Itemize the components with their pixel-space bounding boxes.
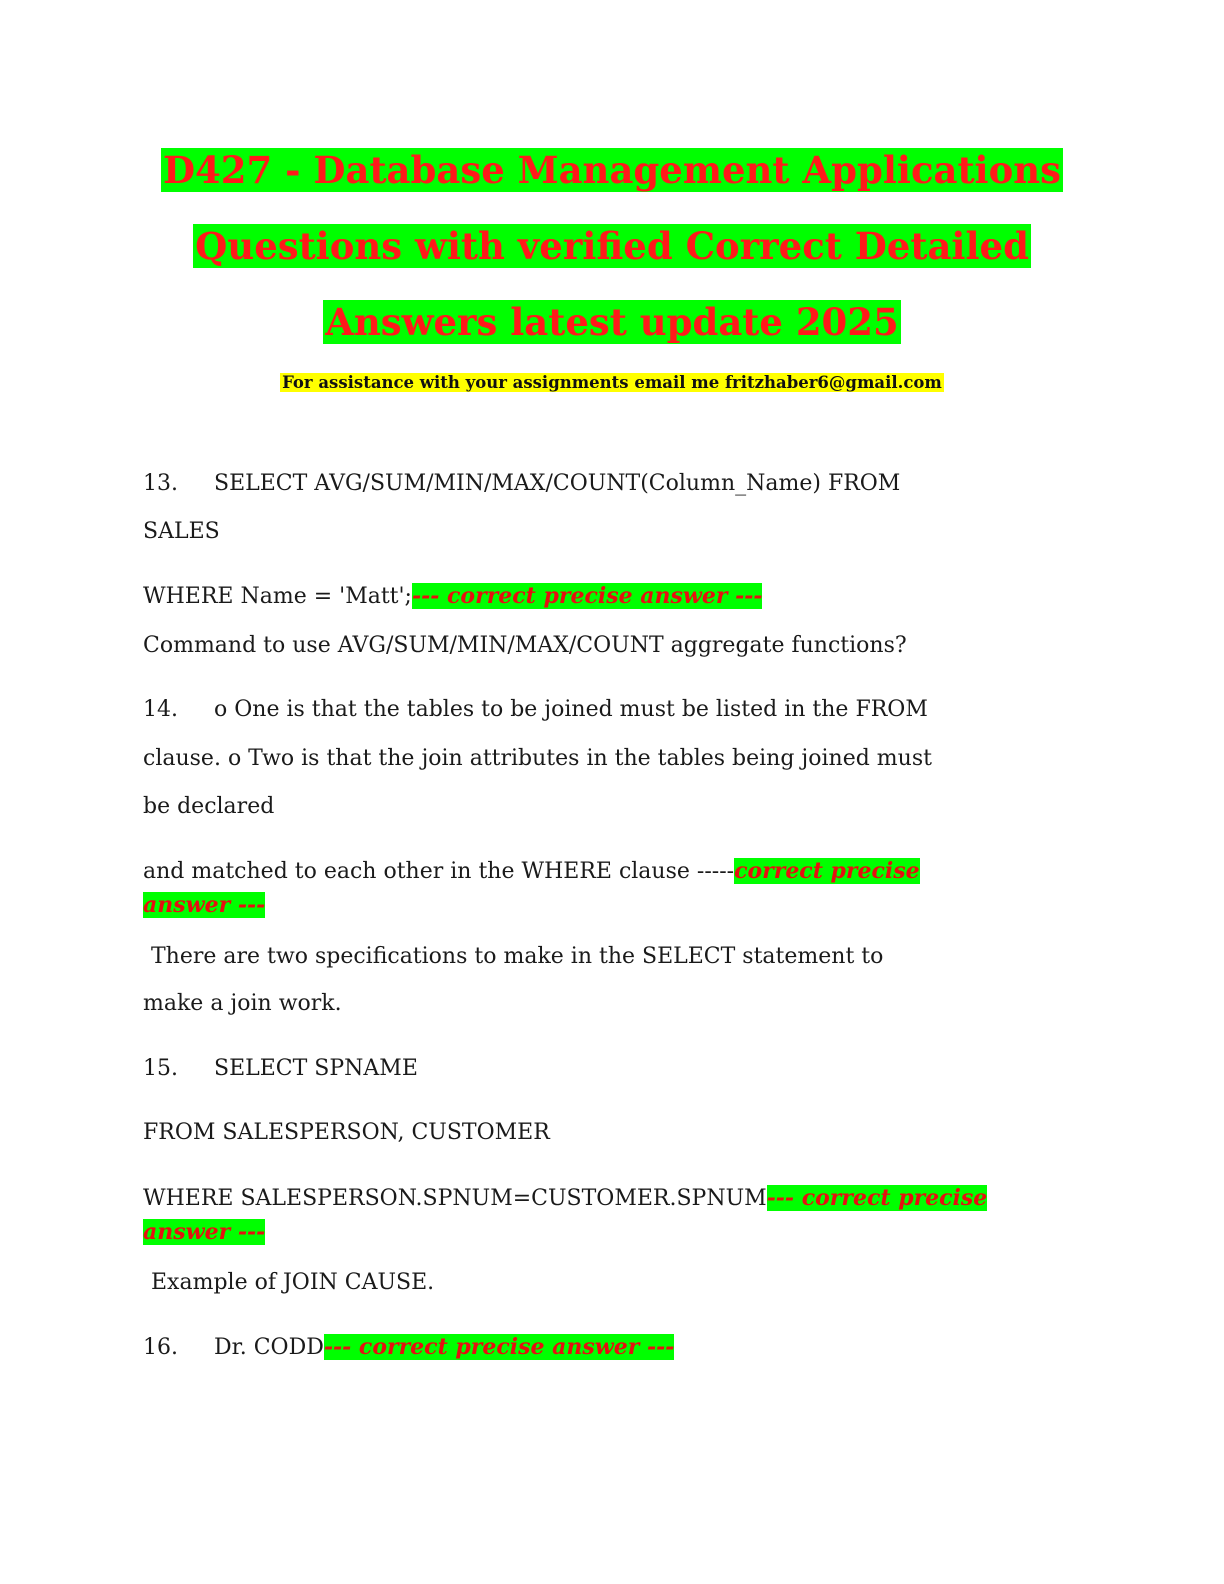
q14-line-4-text: and matched to each other in the WHERE clause -----	[143, 859, 735, 884]
q14-question-line-2: make a join work.	[143, 991, 342, 1016]
title-line-2-text: Questions with verified Correct Detailed	[195, 224, 1029, 268]
q13-line-1	[143, 460, 900, 508]
q13-answer-marker: --- correct precise answer ---	[411, 583, 763, 609]
q13-line-1-text: SELECT AVG/SUM/MIN/MAX/COUNT(Column_Name) FROM	[214, 471, 901, 496]
q13-question: Command to use AVG/SUM/MIN/MAX/COUNT aggregate functions?	[143, 633, 907, 658]
q15-number: 15.	[143, 1056, 178, 1081]
q14-line-4	[143, 854, 920, 889]
q14-answer-marker-cont: answer ---	[143, 892, 266, 918]
q15-answer-marker-cont: answer ---	[143, 1219, 266, 1245]
q14-line-3: be declared	[143, 794, 275, 819]
q16-line	[143, 1323, 674, 1372]
q15-line-1-text: SELECT SPNAME	[214, 1056, 418, 1081]
q14-line-1-text: o One is that the tables to be joined must be listed in the FROM	[214, 697, 928, 722]
title-line-1	[0, 144, 1224, 196]
q14-line-1	[143, 686, 928, 734]
q14-line-5	[143, 888, 265, 923]
assistance-text: For assistance with your assignments email me fritzhaber6@gmail.com	[282, 373, 942, 392]
q15-line-4	[143, 1215, 265, 1250]
q15-line-2: FROM SALESPERSON, CUSTOMER	[143, 1120, 550, 1145]
q14-number: 14.	[143, 697, 178, 722]
q14-question-line-1: There are two specifications to make in the SELECT statement to	[151, 944, 884, 969]
q16-answer-marker: --- correct precise answer ---	[323, 1334, 675, 1360]
q15-answer-marker: --- correct precise	[766, 1185, 988, 1211]
q16-text: Dr. CODD	[214, 1335, 324, 1360]
q15-line-3-text: WHERE SALESPERSON.SPNUM=CUSTOMER.SPNUM	[143, 1186, 767, 1211]
title-line-3-text: Answers latest update 2025	[325, 300, 899, 344]
q14-answer-marker: correct precise	[734, 858, 920, 884]
q13-line-2: SALES	[143, 519, 220, 544]
q13-line-3	[143, 572, 762, 621]
q13-number: 13.	[143, 471, 178, 496]
q16-number: 16.	[143, 1335, 178, 1360]
assistance-note	[0, 371, 1224, 395]
q15-question: Example of JOIN CAUSE.	[151, 1270, 435, 1295]
title-line-3	[0, 296, 1224, 348]
q13-line-3-text: WHERE Name = 'Matt';	[143, 584, 412, 609]
title-line-2	[0, 220, 1224, 272]
title-line-1-text: D427 - Database Management Applications	[162, 148, 1062, 192]
q14-line-2: clause. o Two is that the join attributes in the tables being joined must	[143, 746, 932, 771]
q15-line-3	[143, 1181, 987, 1216]
q15-line-1	[143, 1045, 418, 1093]
